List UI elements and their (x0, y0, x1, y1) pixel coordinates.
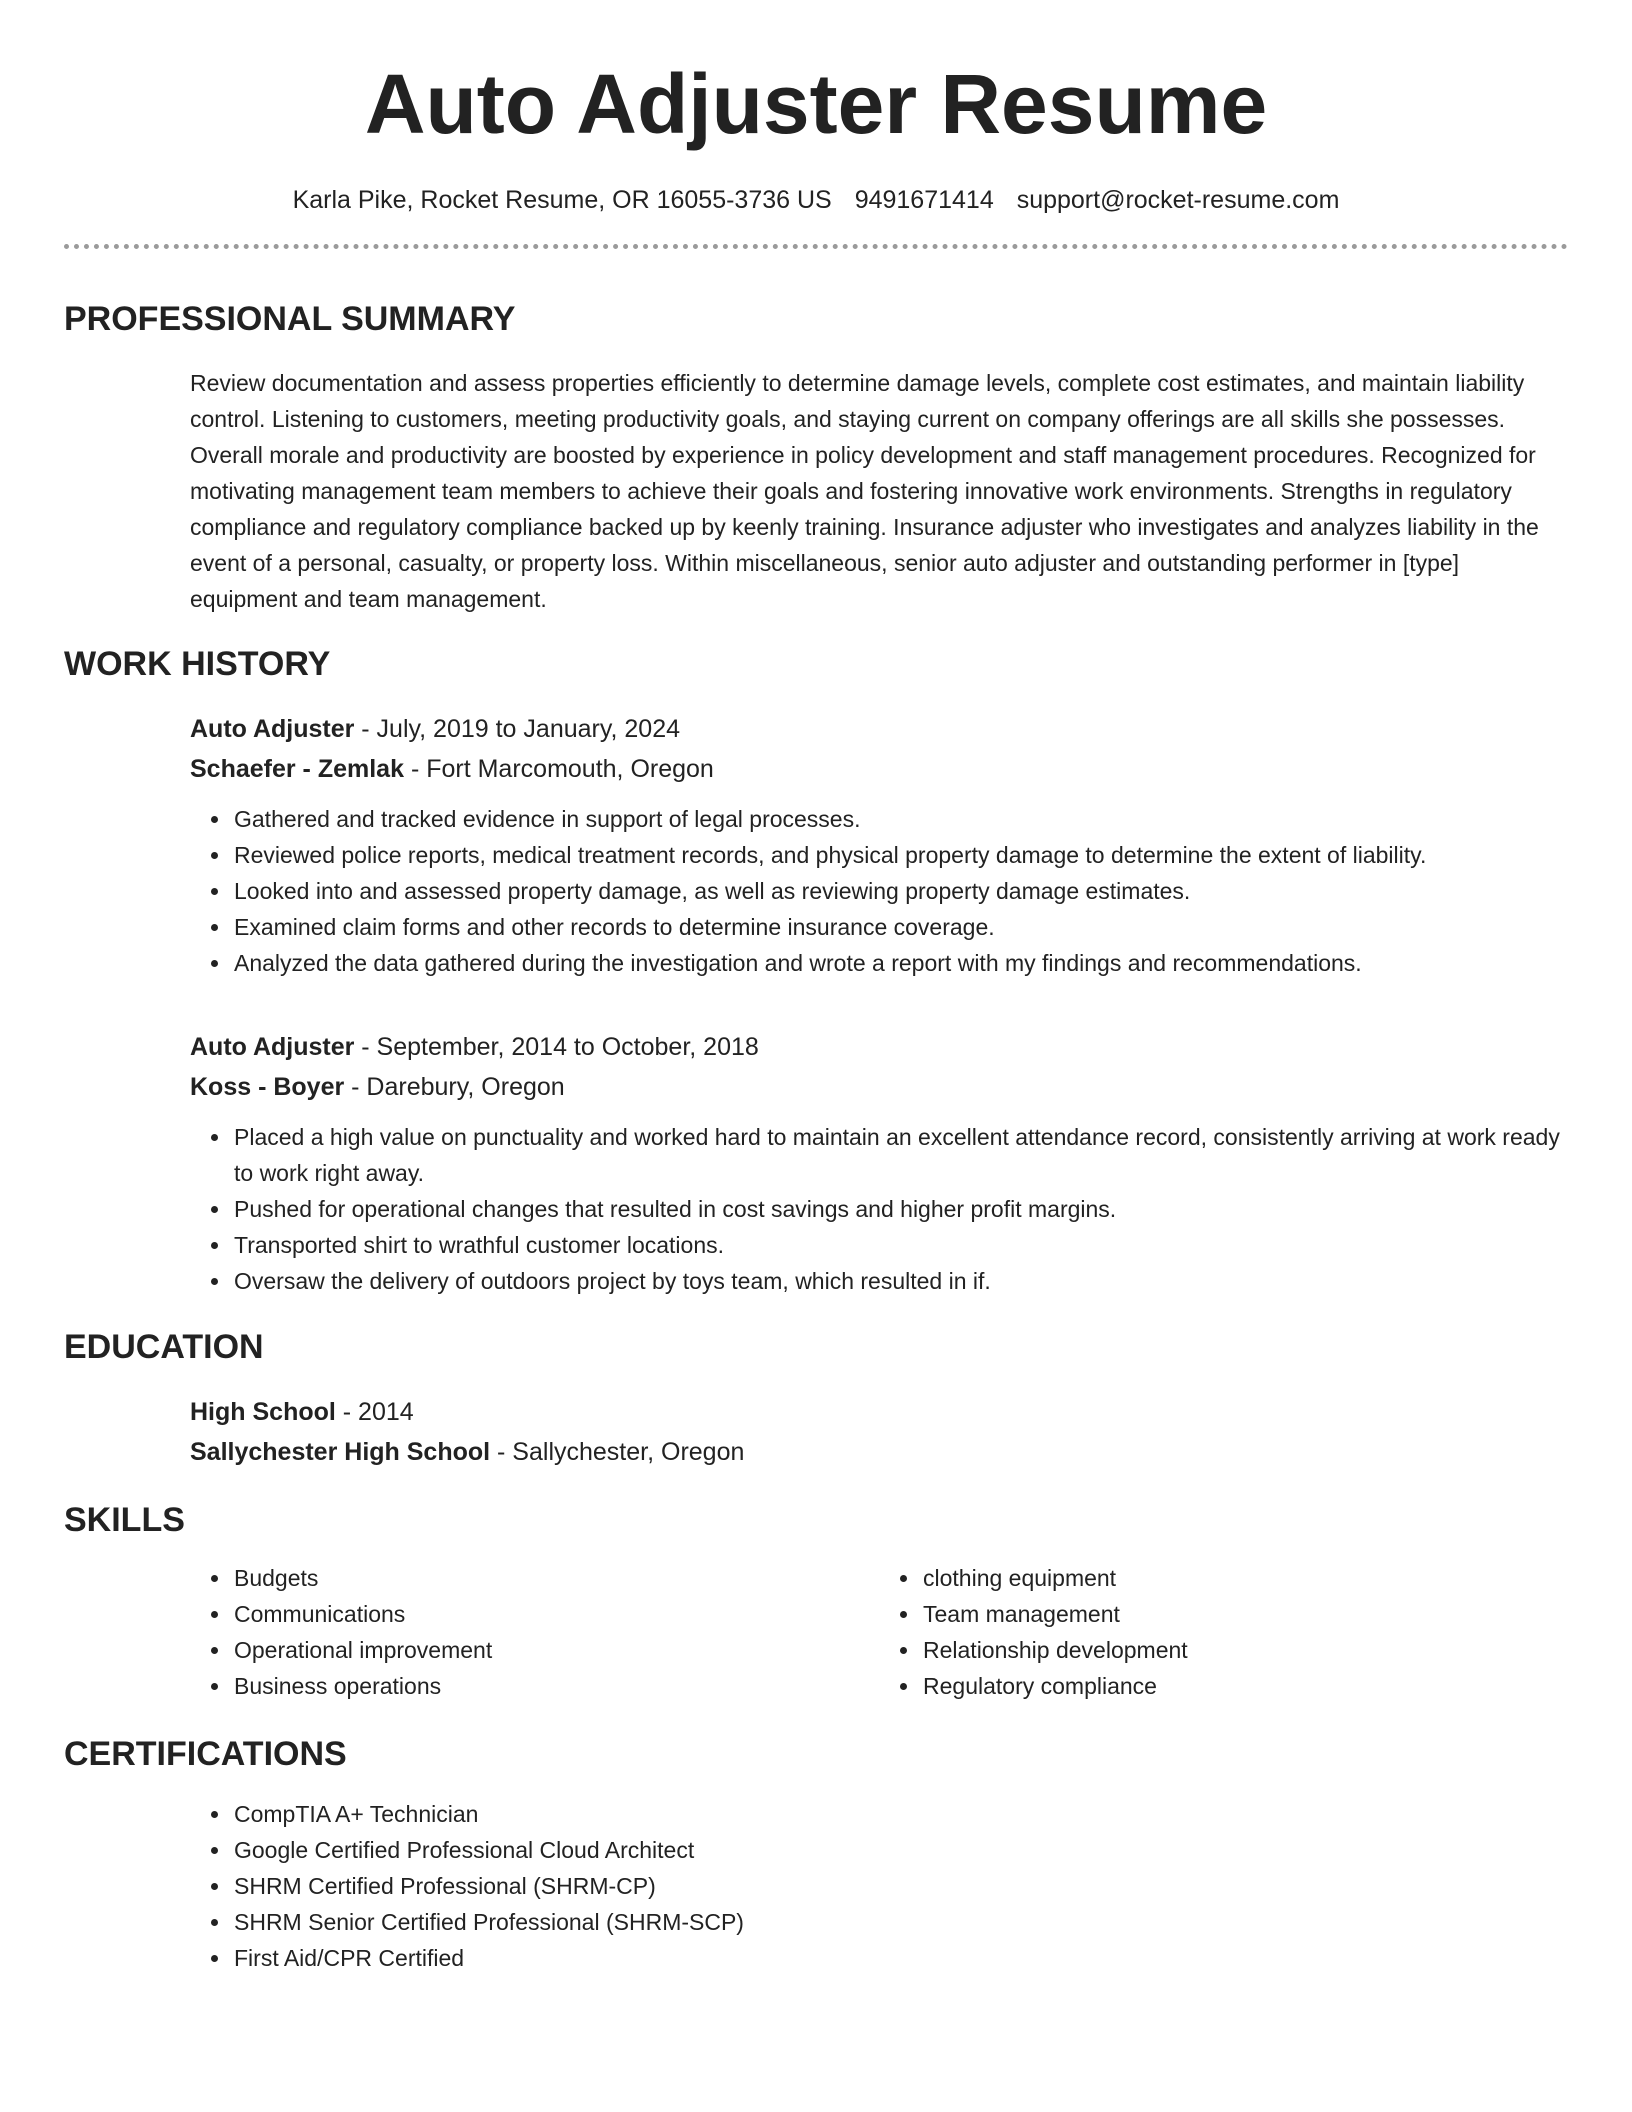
skill-item: • Operational improvement (232, 1632, 879, 1668)
certification-item: • SHRM Senior Certified Professional (SHRM-SCP) (232, 1904, 1568, 1940)
skills-grid (190, 1560, 1568, 1704)
job-company-line (190, 1067, 1568, 1107)
certification-item: • CompTIA A+ Technician (232, 1796, 1568, 1832)
skill-item: • Business operations (232, 1668, 879, 1704)
education-degree-line (190, 1392, 1568, 1432)
job-location: - Darebury, Oregon (344, 1073, 565, 1101)
job-dates: - July, 2019 to January, 2024 (354, 715, 681, 743)
certification-item: • Google Certified Professional Cloud Architect (232, 1832, 1568, 1868)
contact-line (64, 184, 1568, 216)
job-bullet: • Examined claim forms and other records to determine insurance coverage. (232, 909, 1568, 945)
skill-item: • Communications (232, 1596, 879, 1632)
education-section (64, 1327, 1568, 1472)
contact-address: Karla Pike, Rocket Resume, OR 16055-3736 US (292, 186, 832, 214)
certification-item: • SHRM Certified Professional (SHRM-CP) (232, 1868, 1568, 1904)
skills-heading: SKILLS (64, 1501, 185, 1539)
job-bullet: • Placed a high value on punctuality and worked hard to maintain an excellent attendance record, consistently arriving at work ready to work right away. (232, 1119, 1568, 1191)
summary-text: Review documentation and assess properties efficiently to determine damage levels, complete cost estimates, and maintain liability control. Listening to customers, meeting productivity goals, and staying current on company offerings are all skills she possesses. Overall morale and productivity are boosted by experience in policy development and staff management procedures. Recognized for motivating management team members to achieve their goals and fostering innovative work environments. Strengths in regulatory compliance and regulatory compliance backed up by keenly training. Insurance adjuster who investigates and analyzes liability in the event of a personal, casualty, or property loss. Within miscellaneous, senior auto adjuster and outstanding performer in [type] equipment and team management. (190, 370, 1539, 612)
skills-column-left (190, 1560, 879, 1704)
contact-email: support@rocket-resume.com (1016, 186, 1340, 214)
header-divider (64, 244, 1568, 249)
job-bullet: • Reviewed police reports, medical treatment records, and physical property damage to determine the extent of liability. (232, 837, 1568, 873)
job-title: Auto Adjuster (190, 715, 355, 743)
job-bullets (190, 1119, 1568, 1299)
summary-heading: PROFESSIONAL SUMMARY (64, 300, 516, 338)
education-school-line (190, 1432, 1568, 1472)
job-bullet: • Transported shirt to wrathful customer locations. (232, 1227, 1568, 1263)
job-dates: - September, 2014 to October, 2018 (354, 1033, 759, 1061)
certifications-list (190, 1796, 1568, 1976)
job-bullet: • Oversaw the delivery of outdoors project by toys team, which resulted in if. (232, 1263, 1568, 1299)
skill-item: • clothing equipment (921, 1560, 1568, 1596)
skill-item: • Team management (921, 1596, 1568, 1632)
job-bullet: • Gathered and tracked evidence in support of legal processes. (232, 801, 1568, 837)
skill-item: • Regulatory compliance (921, 1668, 1568, 1704)
education-school: Sallychester High School (190, 1438, 491, 1466)
job-bullet: • Analyzed the data gathered during the investigation and wrote a report with my findings and recommendations. (232, 945, 1568, 981)
job-title-line (190, 709, 1568, 749)
job-bullet: • Pushed for operational changes that resulted in cost savings and higher profit margins. (232, 1191, 1568, 1227)
education-year: - 2014 (335, 1398, 414, 1426)
job-bullets (190, 801, 1568, 981)
job-location: - Fort Marcomouth, Oregon (404, 755, 714, 783)
job-company-line (190, 749, 1568, 789)
education-entry (190, 1392, 1568, 1472)
job-title-line (190, 1027, 1568, 1067)
job-company: Koss - Boyer (190, 1073, 345, 1101)
education-heading: EDUCATION (64, 1328, 264, 1366)
skill-item: • Relationship development (921, 1632, 1568, 1668)
work-history-section (64, 644, 1568, 1299)
skills-column-right (879, 1560, 1568, 1704)
summary-section (64, 299, 1568, 617)
job-title: Auto Adjuster (190, 1033, 355, 1061)
job-bullet: • Looked into and assessed property damage, as well as reviewing property damage estimates. (232, 873, 1568, 909)
work-history-heading: WORK HISTORY (64, 645, 331, 683)
certifications-section (64, 1734, 1568, 1976)
certification-item: • First Aid/CPR Certified (232, 1940, 1568, 1976)
resume-title: Auto Adjuster Resume (364, 57, 1268, 151)
job-entry (190, 709, 1568, 981)
contact-phone: 9491671414 (854, 186, 994, 214)
education-location: - Sallychester, Oregon (490, 1438, 745, 1466)
education-degree: High School (190, 1398, 336, 1426)
job-company: Schaefer - Zemlak (190, 755, 404, 783)
skills-section (64, 1500, 1568, 1704)
job-entry (190, 1027, 1568, 1299)
certifications-heading: CERTIFICATIONS (64, 1735, 347, 1773)
skill-item: • Budgets (232, 1560, 879, 1596)
